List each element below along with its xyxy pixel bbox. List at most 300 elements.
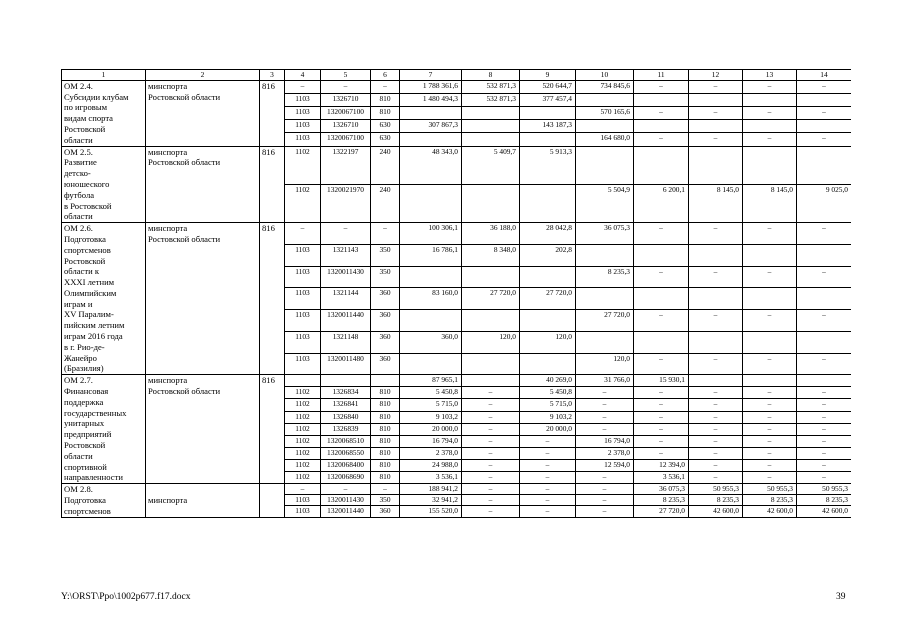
measure-title-line: ОМ 2.4. [64,80,93,91]
amount-cell: – [797,266,852,288]
amount-cell: 143 187,3 [520,120,576,133]
amount-cell: 36 075,3 [634,484,689,495]
code-cell: 810 [371,399,400,411]
amount-cell: 27 720,0 [634,506,689,517]
amount-cell: 8 235,3 [689,495,743,506]
amount-cell: 307 867,3 [400,120,462,133]
code-cell: 810 [371,387,400,399]
code-cell: 1320021970 [321,184,371,222]
header-cell: 7 [400,70,462,81]
amount-cell: 50 955,3 [797,484,852,495]
code-cell: 1320011440 [321,506,371,517]
amount-cell [689,331,743,353]
amount-cell: – [743,411,797,423]
amount-cell: – [689,423,743,435]
code-cell [285,375,321,387]
amount-cell [689,375,743,387]
code-cell: 1103 [285,266,321,288]
grbs-code-cell: 816 [260,80,285,146]
measure-title-line: области [64,211,93,222]
amount-cell: – [576,472,634,484]
code-cell: 810 [371,472,400,484]
budget-table [61,69,851,518]
amount-cell [576,288,634,310]
amount-cell: 16 786,1 [400,244,462,266]
measure-title-line: предприятий [64,429,112,440]
code-cell: 1320068690 [321,472,371,484]
page-number: 39 [836,592,846,602]
code-cell: 1326841 [321,399,371,411]
amount-cell [743,244,797,266]
amount-cell: – [689,459,743,471]
amount-cell: – [743,447,797,459]
code-cell: 240 [371,146,400,184]
amount-cell [462,184,520,222]
header-cell: 11 [634,70,689,81]
amount-cell: – [462,411,520,423]
amount-cell [520,184,576,222]
code-cell: 1102 [285,435,321,447]
amount-cell: – [797,223,852,245]
amount-cell: 360,0 [400,331,462,353]
header-cell: 14 [797,70,852,81]
amount-cell: – [797,310,852,332]
code-cell: 1102 [285,399,321,411]
amount-cell: 8 235,3 [743,495,797,506]
amount-cell [797,375,852,387]
amount-cell: 377 457,4 [520,93,576,106]
amount-cell [743,146,797,184]
budget-table-page [61,69,851,579]
amount-cell: – [797,387,852,399]
header-cell: 8 [462,70,520,81]
header-row [62,70,852,81]
amount-cell: 36 188,0 [462,223,520,245]
amount-cell: – [689,353,743,375]
amount-cell: – [462,472,520,484]
measure-title-line: (Бразилия) [64,363,104,374]
measure-title-line: Ростовской [64,255,106,266]
amount-cell: – [634,387,689,399]
amount-cell [634,331,689,353]
amount-cell: – [689,107,743,120]
responsible-org-cell [146,146,260,223]
code-cell: 1102 [285,447,321,459]
amount-cell: – [689,310,743,332]
amount-cell: 5 409,7 [462,146,520,184]
code-cell [321,375,371,387]
amount-cell: 5 913,3 [520,146,576,184]
code-cell: 1102 [285,423,321,435]
code-cell: 1321143 [321,244,371,266]
code-cell: 1102 [285,146,321,184]
measure-title-line: Ростовской [64,123,106,134]
measure-title-line: детско- [64,168,91,179]
amount-cell: – [797,459,852,471]
amount-cell [743,93,797,106]
amount-cell: 48 343,0 [400,146,462,184]
amount-cell: 155 520,0 [400,506,462,517]
code-cell: 1320068550 [321,447,371,459]
amount-cell [634,93,689,106]
amount-cell: 27 720,0 [462,288,520,310]
amount-cell: 5 504,9 [576,184,634,222]
amount-cell: – [576,495,634,506]
amount-cell [689,146,743,184]
responsible-org-cell [146,375,260,484]
amount-cell: – [576,399,634,411]
amount-cell: 8 145,0 [689,184,743,222]
amount-cell: 5 450,8 [400,387,462,399]
amount-cell: 20 000,0 [400,423,462,435]
amount-cell: – [462,495,520,506]
grbs-code-cell: 816 [260,146,285,223]
amount-cell: – [576,387,634,399]
amount-cell: – [462,387,520,399]
amount-cell: – [634,435,689,447]
measure-title-line: видам спорта [64,113,113,124]
amount-cell: – [462,459,520,471]
measure-title-line: области [64,134,93,145]
code-cell: 1320068510 [321,435,371,447]
responsible-org-cell [146,80,260,146]
amount-cell: – [797,435,852,447]
amount-cell [520,107,576,120]
responsible-org-line: минспорта [148,223,188,234]
amount-cell: – [634,223,689,245]
code-cell: 810 [371,423,400,435]
code-cell: – [371,80,400,93]
measure-title-line: Развитие [64,157,97,168]
amount-cell: – [743,80,797,93]
amount-cell [743,120,797,133]
amount-cell [462,107,520,120]
amount-cell: 5 715,0 [400,399,462,411]
code-cell: 1103 [285,495,321,506]
amount-cell [400,184,462,222]
amount-cell: – [743,459,797,471]
amount-cell: 12 594,0 [576,459,634,471]
amount-cell [634,146,689,184]
amount-cell: – [520,506,576,517]
grbs-code-cell: 816 [260,375,285,484]
measure-title-line: по игровым [64,102,108,113]
amount-cell: – [462,484,520,495]
amount-cell [576,120,634,133]
code-cell: 630 [371,120,400,133]
code-cell: 1102 [285,459,321,471]
code-cell: 810 [371,107,400,120]
code-cell: 1320068400 [321,459,371,471]
amount-cell: 36 075,3 [576,223,634,245]
code-cell: 360 [371,353,400,375]
amount-cell: – [797,353,852,375]
code-cell: 1102 [285,411,321,423]
table-row [62,375,852,387]
measure-title-line: поддержка [64,396,104,407]
responsible-org-line: минспорта [148,80,188,91]
code-cell: 360 [371,331,400,353]
amount-cell: – [520,472,576,484]
amount-cell: – [462,399,520,411]
measure-title-line: ОМ 2.5. [64,146,93,157]
amount-cell: – [797,411,852,423]
measure-title-line: футбола [64,189,95,200]
measure-title-cell [62,223,146,375]
responsible-org-line: Ростовской области [148,157,221,168]
responsible-org-cell [146,223,260,375]
amount-cell [520,266,576,288]
amount-cell: – [743,266,797,288]
amount-cell: – [462,423,520,435]
amount-cell: 31 766,0 [576,375,634,387]
code-cell: 1102 [285,472,321,484]
header-cell: 9 [520,70,576,81]
responsible-org-line: Ростовской области [148,233,221,244]
code-cell: 360 [371,506,400,517]
responsible-org-line: минспорта [148,375,188,386]
amount-cell: 9 025,0 [797,184,852,222]
amount-cell: – [634,107,689,120]
amount-cell: – [634,423,689,435]
code-cell: 1103 [285,93,321,106]
amount-cell: – [689,266,743,288]
measure-title-line: области к [64,266,100,277]
measure-title-line: спортсменов [64,244,111,255]
amount-cell: 2 378,0 [400,447,462,459]
header-cell: 3 [260,70,285,81]
responsible-org-line: минспорта [148,146,188,157]
amount-cell: 16 794,0 [400,435,462,447]
measure-title-line: унитарных [64,418,105,429]
amount-cell: 5 450,8 [520,387,576,399]
amount-cell: – [797,423,852,435]
amount-cell [462,133,520,146]
measure-title-line: в Ростовской [64,200,112,211]
measure-title-line: XV Паралим- [64,309,114,320]
responsible-org-line [148,484,257,495]
responsible-org-line: Ростовской области [148,91,221,102]
header-cell: 13 [743,70,797,81]
measure-title-line: играм и [64,298,93,309]
amount-cell: 20 000,0 [520,423,576,435]
amount-cell [520,310,576,332]
code-cell: 240 [371,184,400,222]
measure-title-line: Подготовка [64,495,106,506]
code-cell: 810 [371,459,400,471]
amount-cell: 27 720,0 [520,288,576,310]
responsible-org-line: Ростовской области [148,386,221,397]
grbs-code-cell [260,484,285,517]
code-cell: – [285,223,321,245]
amount-cell: – [797,80,852,93]
amount-cell: 120,0 [576,353,634,375]
code-cell: 360 [371,310,400,332]
amount-cell: – [520,435,576,447]
amount-cell: 532 871,3 [462,93,520,106]
amount-cell [689,93,743,106]
amount-cell [797,120,852,133]
code-cell: 1103 [285,107,321,120]
code-cell: – [371,484,400,495]
amount-cell [634,244,689,266]
measure-title-line: XXXI летним [64,277,115,288]
code-cell: – [285,80,321,93]
measure-title-line: ОМ 2.7. [64,375,93,386]
measure-title-line: в г. Рио-де- [64,341,105,352]
amount-cell: – [634,353,689,375]
amount-cell: – [634,266,689,288]
amount-cell [576,331,634,353]
amount-cell: 5 715,0 [520,399,576,411]
code-cell: 1320011430 [321,266,371,288]
code-cell [371,375,400,387]
amount-cell: 8 235,3 [797,495,852,506]
amount-cell: – [797,107,852,120]
amount-cell: – [797,133,852,146]
document-path: Y:\ORST\Ppo\1002p677.f17.docx [61,592,191,602]
amount-cell: – [743,353,797,375]
amount-cell [576,93,634,106]
amount-cell: – [634,399,689,411]
measure-title-line: спортивной [64,461,107,472]
code-cell: 1321144 [321,288,371,310]
amount-cell: – [689,399,743,411]
amount-cell: – [689,387,743,399]
amount-cell: – [743,223,797,245]
measure-title-line: юношеского [64,178,110,189]
amount-cell: 164 680,0 [576,133,634,146]
amount-cell [462,310,520,332]
measure-title-line: Финансовая [64,386,109,397]
amount-cell: – [634,80,689,93]
code-cell: 1320011480 [321,353,371,375]
code-cell: 1326839 [321,423,371,435]
measure-title-line: играм 2016 года [64,331,123,342]
responsible-org-cell [146,484,260,517]
code-cell: – [321,223,371,245]
amount-cell: – [634,447,689,459]
amount-cell: – [634,411,689,423]
amount-cell: – [743,399,797,411]
header-cell: 1 [62,70,146,81]
amount-cell [689,244,743,266]
code-cell: 350 [371,266,400,288]
amount-cell: 120,0 [462,331,520,353]
measure-title-cell [62,80,146,146]
measure-title-cell [62,375,146,484]
amount-cell: 42 600,0 [743,506,797,517]
amount-cell: – [743,133,797,146]
header-cell: 10 [576,70,634,81]
amount-cell: 120,0 [520,331,576,353]
amount-cell: – [462,506,520,517]
grbs-code-cell: 816 [260,223,285,375]
amount-cell [462,120,520,133]
amount-cell: – [689,411,743,423]
amount-cell: – [797,447,852,459]
amount-cell: 42 600,0 [689,506,743,517]
code-cell: 1102 [285,184,321,222]
header-cell: 5 [321,70,371,81]
header-cell: 4 [285,70,321,81]
amount-cell [743,375,797,387]
amount-cell [797,93,852,106]
amount-cell: 1 480 494,3 [400,93,462,106]
amount-cell: 520 644,7 [520,80,576,93]
amount-cell [400,266,462,288]
code-cell: 1326840 [321,411,371,423]
amount-cell: – [689,435,743,447]
amount-cell: – [576,411,634,423]
amount-cell: 2 378,0 [576,447,634,459]
code-cell: 1321148 [321,331,371,353]
measure-title-line: области [64,450,93,461]
amount-cell [400,133,462,146]
header-cell: 2 [146,70,260,81]
code-cell: 1322197 [321,146,371,184]
amount-cell [634,120,689,133]
code-cell: 1320067100 [321,133,371,146]
code-cell: 1103 [285,133,321,146]
amount-cell: – [634,133,689,146]
measure-title-line: ОМ 2.6. [64,223,93,234]
amount-cell: 16 794,0 [576,435,634,447]
amount-cell: 50 955,3 [689,484,743,495]
amount-cell [462,375,520,387]
code-cell: 810 [371,93,400,106]
amount-cell: 8 145,0 [743,184,797,222]
amount-cell: – [689,133,743,146]
code-cell: 1326834 [321,387,371,399]
amount-cell: – [462,435,520,447]
amount-cell [576,244,634,266]
code-cell: 630 [371,133,400,146]
amount-cell: – [520,484,576,495]
amount-cell [634,288,689,310]
amount-cell [797,288,852,310]
amount-cell: 50 955,3 [743,484,797,495]
code-cell: 350 [371,495,400,506]
amount-cell [797,146,852,184]
amount-cell: – [743,423,797,435]
amount-cell: 40 269,0 [520,375,576,387]
amount-cell: 202,8 [520,244,576,266]
amount-cell: 27 720,0 [576,310,634,332]
code-cell: 1103 [285,506,321,517]
header-cell: 12 [689,70,743,81]
table-row [62,146,852,184]
amount-cell [743,288,797,310]
amount-cell: – [576,484,634,495]
measure-title-line: государственных [64,407,127,418]
table-row [62,80,852,93]
amount-cell: 570 165,6 [576,107,634,120]
amount-cell: 24 988,0 [400,459,462,471]
amount-cell: – [797,399,852,411]
amount-cell: – [743,310,797,332]
amount-cell: 532 871,3 [462,80,520,93]
amount-cell: – [520,459,576,471]
code-cell: – [321,80,371,93]
amount-cell: 3 536,1 [400,472,462,484]
measure-title-line: спортсменов [64,505,111,516]
amount-cell: – [743,472,797,484]
amount-cell: 1 788 361,6 [400,80,462,93]
code-cell: 810 [371,435,400,447]
amount-cell [462,266,520,288]
amount-cell: 87 965,1 [400,375,462,387]
